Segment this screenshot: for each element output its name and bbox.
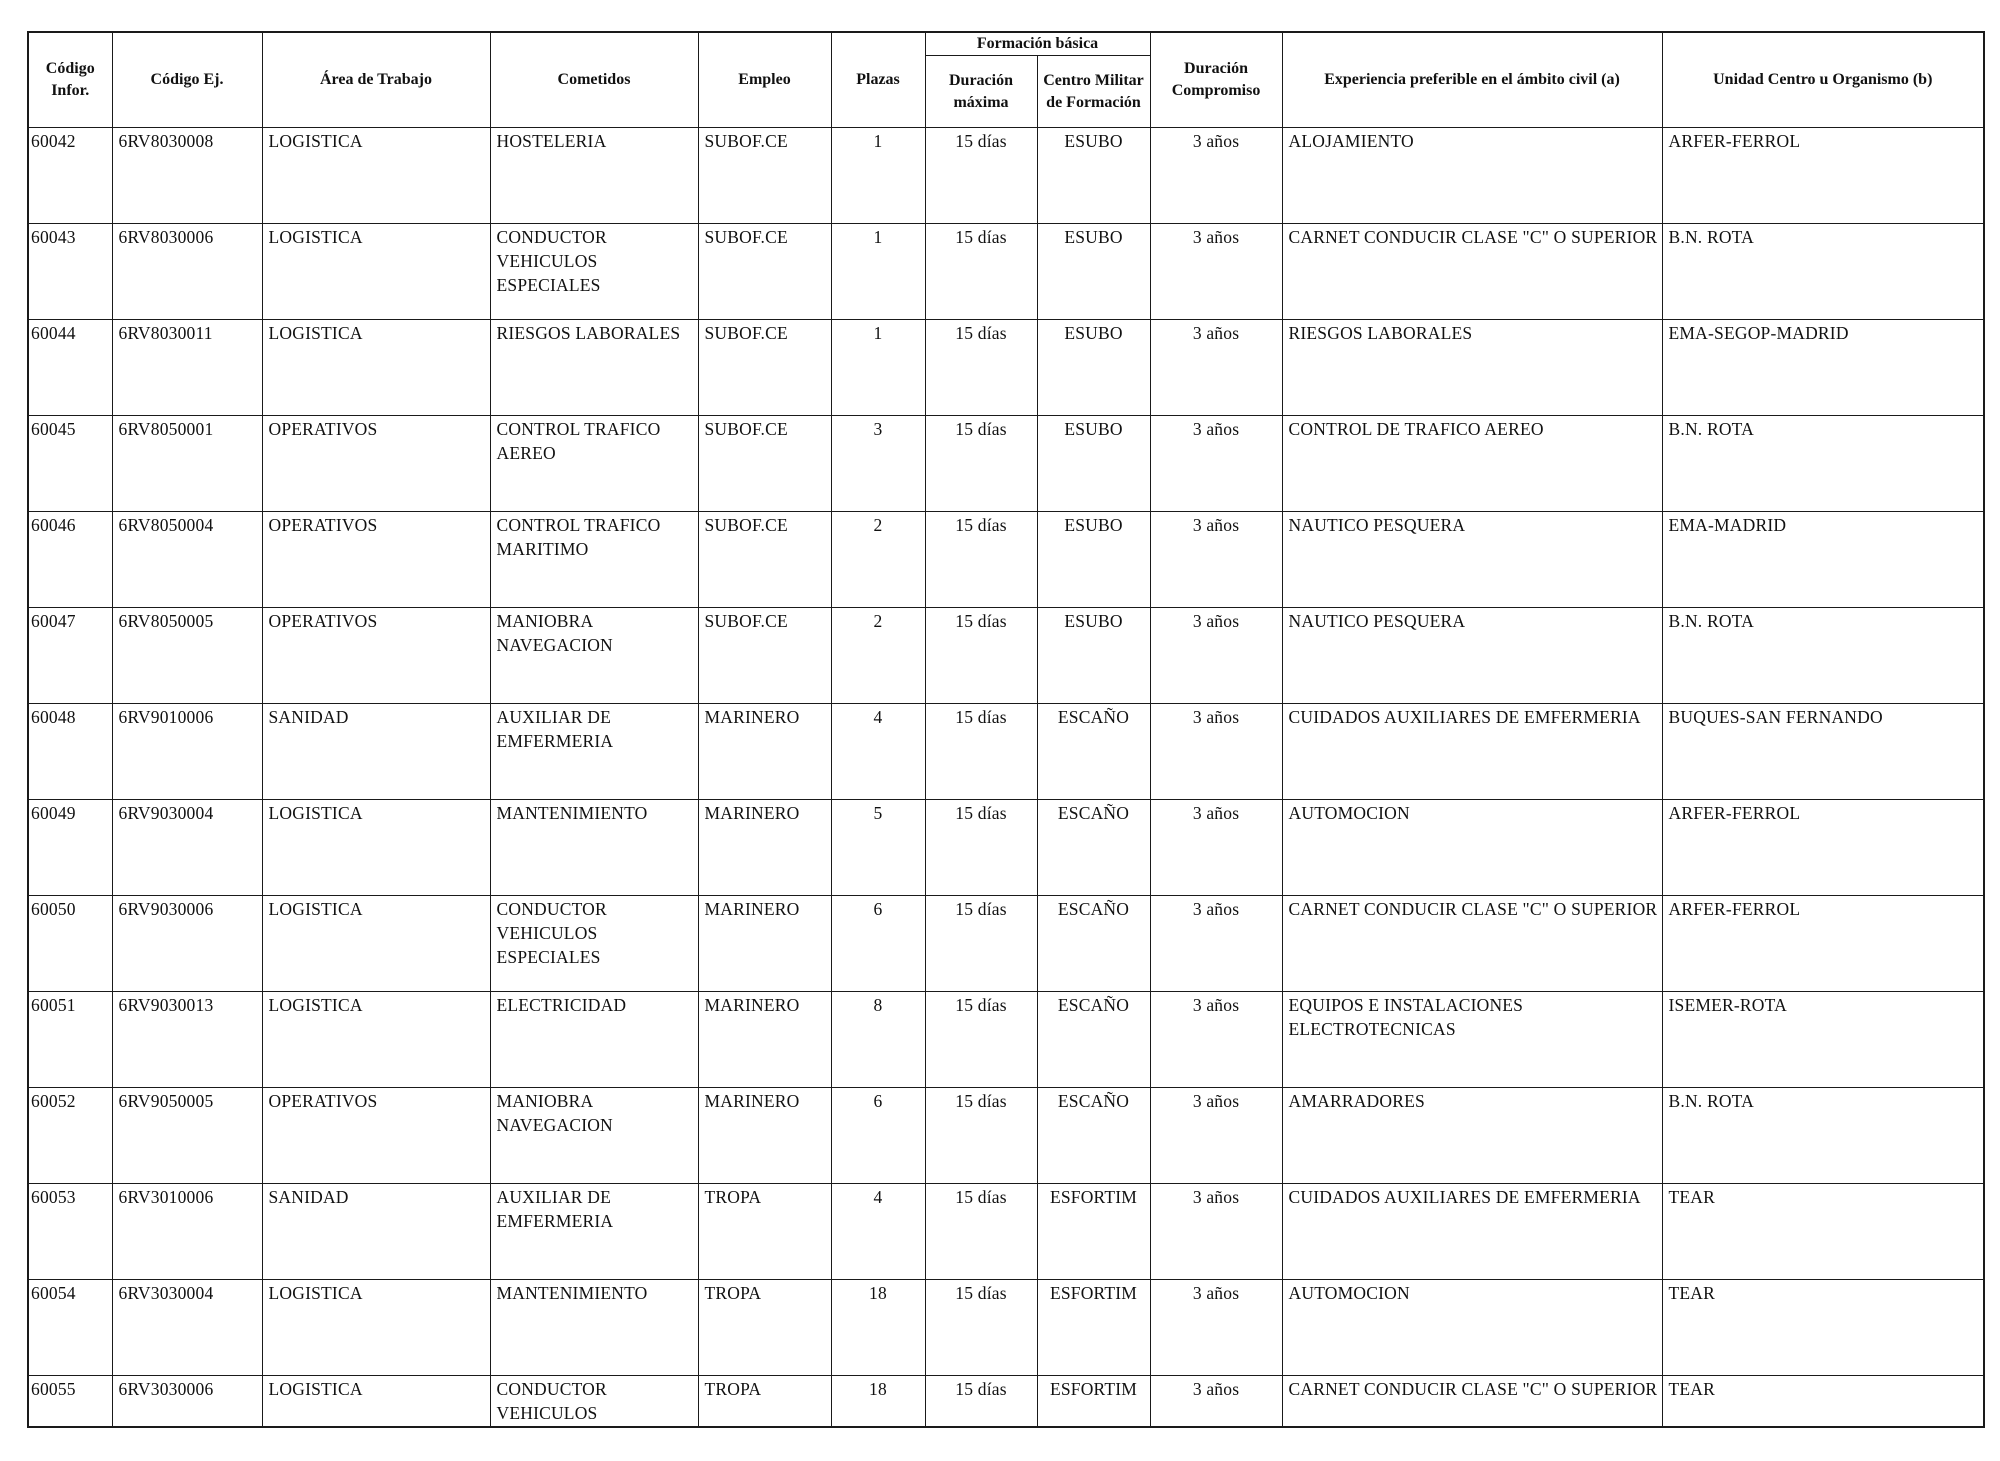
cell-codigo-ej: 6RV8050001: [112, 416, 262, 512]
cell-codigo-ej: 6RV3010006: [112, 1184, 262, 1280]
cell-duracion-compromiso: 3 años: [1150, 416, 1282, 512]
cell-codigo-infor: 60044: [28, 320, 112, 416]
header-duracion-maxima: Duración máxima: [925, 56, 1037, 128]
cell-duracion-maxima: 15 días: [925, 1088, 1037, 1184]
cell-unidad: TEAR: [1662, 1280, 1984, 1376]
header-duracion-compromiso: Duración Compromiso: [1150, 32, 1282, 128]
cell-duracion-compromiso: 3 años: [1150, 512, 1282, 608]
cell-unidad: ARFER-FERROL: [1662, 896, 1984, 992]
cell-cometidos: MANIOBRA NAVEGACION: [490, 608, 698, 704]
cell-experiencia: NAUTICO PESQUERA: [1282, 512, 1662, 608]
cell-codigo-infor: 60054: [28, 1280, 112, 1376]
cell-codigo-infor: 60053: [28, 1184, 112, 1280]
cell-experiencia: EQUIPOS E INSTALACIONES ELECTROTECNICAS: [1282, 992, 1662, 1088]
cell-duracion-maxima: 15 días: [925, 608, 1037, 704]
table-row: [28, 1280, 1984, 1376]
cell-duracion-maxima: 15 días: [925, 1280, 1037, 1376]
cell-unidad: B.N. ROTA: [1662, 1088, 1984, 1184]
cell-codigo-infor: 60049: [28, 800, 112, 896]
cell-cometidos: ELECTRICIDAD: [490, 992, 698, 1088]
cell-codigo-ej: 6RV8030008: [112, 128, 262, 224]
cell-unidad: TEAR: [1662, 1184, 1984, 1280]
table-row: [28, 800, 1984, 896]
table-row: [28, 416, 1984, 512]
cell-plazas: 4: [831, 1184, 925, 1280]
cell-codigo-ej: 6RV9050005: [112, 1088, 262, 1184]
header-codigo-ej: Código Ej.: [112, 32, 262, 128]
cell-cometidos: HOSTELERIA: [490, 128, 698, 224]
cell-area: SANIDAD: [262, 704, 490, 800]
vacancies-table: [27, 31, 1985, 1428]
table-row: [28, 896, 1984, 992]
table-row: [28, 128, 1984, 224]
cell-centro-militar: ESCAÑO: [1037, 896, 1150, 992]
header-experiencia: Experiencia preferible en el ámbito civil (a): [1282, 32, 1662, 128]
cell-unidad: B.N. ROTA: [1662, 416, 1984, 512]
cell-unidad: BUQUES-SAN FERNANDO: [1662, 704, 1984, 800]
cell-empleo: MARINERO: [698, 800, 831, 896]
cell-centro-militar: ESFORTIM: [1037, 1280, 1150, 1376]
cell-duracion-compromiso: 3 años: [1150, 1184, 1282, 1280]
cell-plazas: 3: [831, 416, 925, 512]
cell-plazas: 4: [831, 704, 925, 800]
table-row: [28, 512, 1984, 608]
cell-area: LOGISTICA: [262, 1280, 490, 1376]
cell-centro-militar: ESFORTIM: [1037, 1184, 1150, 1280]
cell-centro-militar: ESUBO: [1037, 128, 1150, 224]
cell-area: LOGISTICA: [262, 800, 490, 896]
cell-cometidos: MANTENIMIENTO: [490, 1280, 698, 1376]
table-row: [28, 1184, 1984, 1280]
cell-duracion-compromiso: 3 años: [1150, 704, 1282, 800]
cell-codigo-infor: 60055: [28, 1376, 112, 1428]
cell-plazas: 1: [831, 320, 925, 416]
cell-plazas: 6: [831, 896, 925, 992]
cell-codigo-ej: 6RV8050004: [112, 512, 262, 608]
cell-area: LOGISTICA: [262, 320, 490, 416]
cell-empleo: SUBOF.CE: [698, 608, 831, 704]
cell-experiencia: CARNET CONDUCIR CLASE "C" O SUPERIOR: [1282, 896, 1662, 992]
cell-experiencia: CUIDADOS AUXILIARES DE EMFERMERIA: [1282, 704, 1662, 800]
cell-duracion-compromiso: 3 años: [1150, 800, 1282, 896]
cell-experiencia: CARNET CONDUCIR CLASE "C" O SUPERIOR: [1282, 224, 1662, 320]
cell-unidad: EMA-SEGOP-MADRID: [1662, 320, 1984, 416]
cell-centro-militar: ESUBO: [1037, 320, 1150, 416]
cell-experiencia: AMARRADORES: [1282, 1088, 1662, 1184]
cell-duracion-maxima: 15 días: [925, 512, 1037, 608]
cell-experiencia: RIESGOS LABORALES: [1282, 320, 1662, 416]
cell-plazas: 2: [831, 608, 925, 704]
cell-cometidos: CONDUCTOR VEHICULOS: [490, 1376, 698, 1428]
cell-codigo-ej: 6RV8030011: [112, 320, 262, 416]
cell-empleo: MARINERO: [698, 704, 831, 800]
cell-codigo-infor: 60052: [28, 1088, 112, 1184]
cell-codigo-ej: 6RV8050005: [112, 608, 262, 704]
cell-area: LOGISTICA: [262, 128, 490, 224]
cell-area: OPERATIVOS: [262, 416, 490, 512]
cell-centro-militar: ESUBO: [1037, 224, 1150, 320]
cell-codigo-infor: 60047: [28, 608, 112, 704]
cell-unidad: ARFER-FERROL: [1662, 800, 1984, 896]
header-codigo-infor: Código Infor.: [28, 32, 112, 128]
cell-codigo-ej: 6RV3030006: [112, 1376, 262, 1428]
cell-plazas: 18: [831, 1376, 925, 1428]
cell-empleo: MARINERO: [698, 992, 831, 1088]
table-row: [28, 224, 1984, 320]
cell-codigo-ej: 6RV9030013: [112, 992, 262, 1088]
cell-cometidos: CONTROL TRAFICO MARITIMO: [490, 512, 698, 608]
cell-duracion-compromiso: 3 años: [1150, 1088, 1282, 1184]
header-centro-militar: Centro Militar de Formación: [1037, 56, 1150, 128]
cell-duracion-maxima: 15 días: [925, 800, 1037, 896]
cell-codigo-infor: 60048: [28, 704, 112, 800]
cell-codigo-infor: 60046: [28, 512, 112, 608]
cell-cometidos: AUXILIAR DE EMFERMERIA: [490, 1184, 698, 1280]
cell-codigo-ej: 6RV9030004: [112, 800, 262, 896]
cell-codigo-infor: 60051: [28, 992, 112, 1088]
table-row: [28, 704, 1984, 800]
cell-area: OPERATIVOS: [262, 1088, 490, 1184]
cell-empleo: SUBOF.CE: [698, 128, 831, 224]
cell-plazas: 18: [831, 1280, 925, 1376]
cell-empleo: SUBOF.CE: [698, 416, 831, 512]
cell-duracion-compromiso: 3 años: [1150, 224, 1282, 320]
cell-codigo-ej: 6RV3030004: [112, 1280, 262, 1376]
cell-area: OPERATIVOS: [262, 608, 490, 704]
cell-codigo-infor: 60042: [28, 128, 112, 224]
cell-unidad: TEAR: [1662, 1376, 1984, 1428]
cell-empleo: TROPA: [698, 1280, 831, 1376]
cell-duracion-maxima: 15 días: [925, 416, 1037, 512]
cell-codigo-ej: 6RV8030006: [112, 224, 262, 320]
cell-unidad: EMA-MADRID: [1662, 512, 1984, 608]
cell-codigo-ej: 6RV9030006: [112, 896, 262, 992]
cell-empleo: MARINERO: [698, 896, 831, 992]
header-row-1: [28, 32, 1984, 56]
cell-duracion-compromiso: 3 años: [1150, 896, 1282, 992]
cell-experiencia: CARNET CONDUCIR CLASE "C" O SUPERIOR: [1282, 1376, 1662, 1428]
cell-cometidos: AUXILIAR DE EMFERMERIA: [490, 704, 698, 800]
cell-plazas: 5: [831, 800, 925, 896]
cell-empleo: SUBOF.CE: [698, 224, 831, 320]
cell-duracion-maxima: 15 días: [925, 992, 1037, 1088]
cell-unidad: B.N. ROTA: [1662, 224, 1984, 320]
cell-centro-militar: ESUBO: [1037, 416, 1150, 512]
cell-duracion-compromiso: 3 años: [1150, 992, 1282, 1088]
cell-codigo-infor: 60045: [28, 416, 112, 512]
cell-cometidos: CONTROL TRAFICO AEREO: [490, 416, 698, 512]
header-cometidos: Cometidos: [490, 32, 698, 128]
cell-duracion-maxima: 15 días: [925, 704, 1037, 800]
table-row: [28, 992, 1984, 1088]
header-empleo: Empleo: [698, 32, 831, 128]
cell-experiencia: ALOJAMIENTO: [1282, 128, 1662, 224]
cell-codigo-ej: 6RV9010006: [112, 704, 262, 800]
cell-duracion-compromiso: 3 años: [1150, 320, 1282, 416]
cell-duracion-maxima: 15 días: [925, 1184, 1037, 1280]
cell-cometidos: RIESGOS LABORALES: [490, 320, 698, 416]
cell-unidad: ARFER-FERROL: [1662, 128, 1984, 224]
table-row: [28, 1376, 1984, 1428]
cell-experiencia: CONTROL DE TRAFICO AEREO: [1282, 416, 1662, 512]
cell-cometidos: CONDUCTOR VEHICULOS ESPECIALES: [490, 896, 698, 992]
cell-experiencia: AUTOMOCION: [1282, 800, 1662, 896]
cell-plazas: 1: [831, 224, 925, 320]
cell-plazas: 2: [831, 512, 925, 608]
cell-plazas: 6: [831, 1088, 925, 1184]
cell-empleo: SUBOF.CE: [698, 320, 831, 416]
cell-centro-militar: ESCAÑO: [1037, 1088, 1150, 1184]
cell-empleo: TROPA: [698, 1184, 831, 1280]
cell-area: LOGISTICA: [262, 224, 490, 320]
cell-codigo-infor: 60043: [28, 224, 112, 320]
cell-cometidos: CONDUCTOR VEHICULOS ESPECIALES: [490, 224, 698, 320]
header-plazas: Plazas: [831, 32, 925, 128]
cell-codigo-infor: 60050: [28, 896, 112, 992]
table-row: [28, 1088, 1984, 1184]
cell-centro-militar: ESCAÑO: [1037, 704, 1150, 800]
cell-centro-militar: ESUBO: [1037, 608, 1150, 704]
header-unidad: Unidad Centro u Organismo (b): [1662, 32, 1984, 128]
cell-experiencia: CUIDADOS AUXILIARES DE EMFERMERIA: [1282, 1184, 1662, 1280]
cell-unidad: B.N. ROTA: [1662, 608, 1984, 704]
cell-area: OPERATIVOS: [262, 512, 490, 608]
cell-centro-militar: ESCAÑO: [1037, 800, 1150, 896]
cell-experiencia: NAUTICO PESQUERA: [1282, 608, 1662, 704]
table-row: [28, 608, 1984, 704]
cell-plazas: 8: [831, 992, 925, 1088]
cell-duracion-maxima: 15 días: [925, 128, 1037, 224]
cell-area: LOGISTICA: [262, 992, 490, 1088]
cell-empleo: TROPA: [698, 1376, 831, 1428]
cell-duracion-compromiso: 3 años: [1150, 1280, 1282, 1376]
cell-area: LOGISTICA: [262, 896, 490, 992]
cell-duracion-compromiso: 3 años: [1150, 128, 1282, 224]
cell-unidad: ISEMER-ROTA: [1662, 992, 1984, 1088]
cell-centro-militar: ESUBO: [1037, 512, 1150, 608]
cell-empleo: SUBOF.CE: [698, 512, 831, 608]
cell-duracion-maxima: 15 días: [925, 224, 1037, 320]
cell-duracion-maxima: 15 días: [925, 1376, 1037, 1428]
cell-plazas: 1: [831, 128, 925, 224]
table-row: [28, 320, 1984, 416]
cell-area: LOGISTICA: [262, 1376, 490, 1428]
table-body: [28, 128, 1984, 1428]
cell-area: SANIDAD: [262, 1184, 490, 1280]
cell-cometidos: MANIOBRA NAVEGACION: [490, 1088, 698, 1184]
header-formacion-basica: Formación básica: [925, 32, 1150, 56]
cell-centro-militar: ESCAÑO: [1037, 992, 1150, 1088]
cell-empleo: MARINERO: [698, 1088, 831, 1184]
cell-experiencia: AUTOMOCION: [1282, 1280, 1662, 1376]
cell-duracion-compromiso: 3 años: [1150, 608, 1282, 704]
cell-cometidos: MANTENIMIENTO: [490, 800, 698, 896]
cell-duracion-maxima: 15 días: [925, 896, 1037, 992]
cell-duracion-maxima: 15 días: [925, 320, 1037, 416]
cell-centro-militar: ESFORTIM: [1037, 1376, 1150, 1428]
cell-duracion-compromiso: 3 años: [1150, 1376, 1282, 1428]
header-area: Área de Trabajo: [262, 32, 490, 128]
